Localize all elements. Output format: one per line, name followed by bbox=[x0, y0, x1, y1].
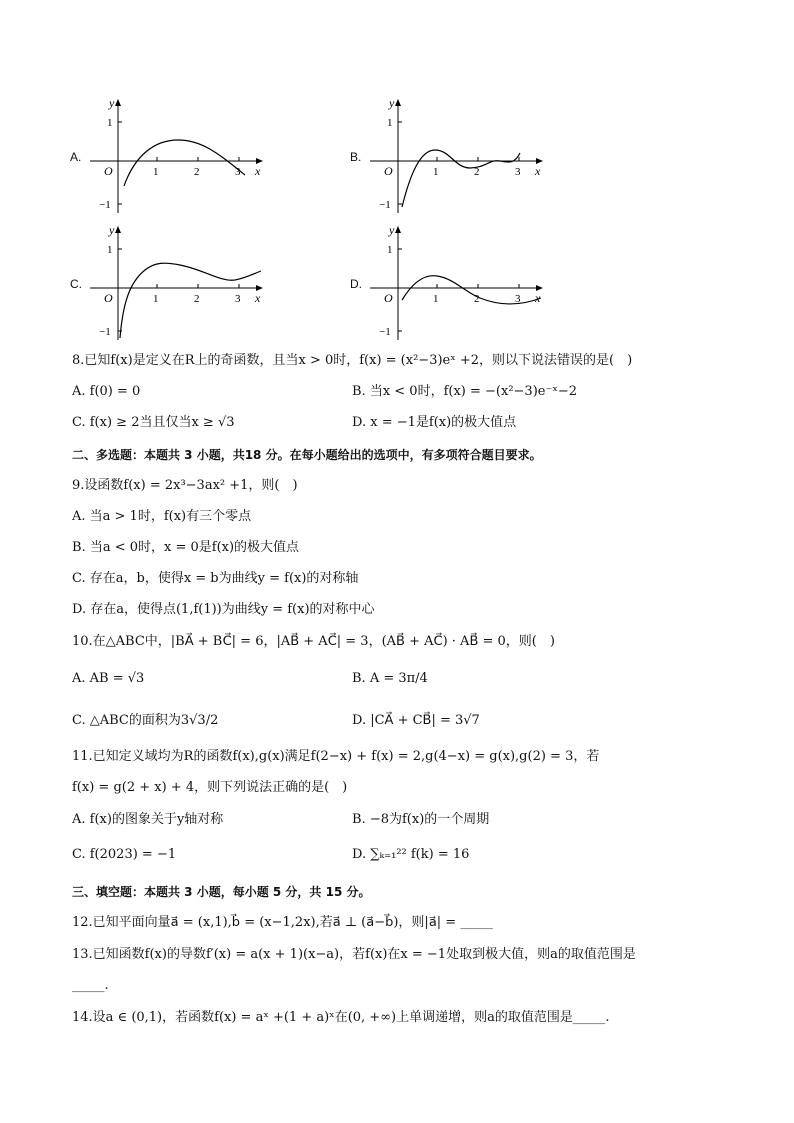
section-2-heading: 二、多选题：本题共 3 小题，共18 分。在每小题给出的选项中，有多项符合题目要求。 bbox=[72, 448, 542, 462]
svg-text:O: O bbox=[384, 291, 393, 305]
q11-option-a: A. f(x)的图象关于y轴对称 bbox=[72, 812, 224, 827]
y-tick-1: 1 bbox=[107, 117, 113, 129]
svg-text:y: y bbox=[389, 223, 395, 237]
question-11-stem-line-2: f(x) = g(2 + x) + 4，则下列说法正确的是( ) bbox=[72, 780, 348, 795]
q9-option-a: A. 当a > 1时，f(x)有三个零点 bbox=[72, 509, 252, 524]
x-tick: 1 bbox=[153, 166, 159, 178]
function-graph-a bbox=[85, 95, 285, 215]
q10-option-c: C. △ABC的面积为3√3/2 bbox=[72, 713, 219, 728]
function-graph-c bbox=[85, 222, 285, 342]
svg-text:−1: −1 bbox=[379, 326, 391, 338]
svg-text:O: O bbox=[104, 291, 113, 305]
q8-option-d: D. x = −1是f(x)的极大值点 bbox=[352, 415, 517, 430]
option-letter: C. bbox=[70, 277, 82, 291]
q10-option-a: A. AB = √3 bbox=[72, 671, 145, 686]
question-8-stem: 8.已知f(x)是定义在R上的奇函数，且当x > 0时，f(x) = (x²−3)eˣ +2，则以下说法错误的是( ) bbox=[72, 353, 633, 368]
svg-text:1: 1 bbox=[107, 244, 113, 256]
svg-text:O: O bbox=[384, 164, 393, 178]
question-14: 14.设a ∈ (0,1)，若函数f(x) = aˣ +(1 + a)ˣ在(0, +∞)上单调递增，则a的取值范围是_____. bbox=[72, 1010, 610, 1025]
svg-text:x: x bbox=[535, 164, 541, 178]
curve bbox=[124, 140, 245, 186]
option-letter: B. bbox=[350, 150, 362, 164]
svg-text:1: 1 bbox=[387, 244, 393, 256]
x-axis-label: x bbox=[255, 164, 261, 178]
q10-option-b: B. A = 3π/4 bbox=[352, 671, 428, 686]
q10-option-d: D. |CA⃗ + CB⃗| = 3√7 bbox=[352, 713, 480, 728]
question-9-stem: 9.设函数f(x) = 2x³−3ax² +1，则( ) bbox=[72, 478, 298, 493]
option-letter: A. bbox=[70, 150, 82, 164]
question-11-stem-line-1: 11.已知定义域均为R的函数f(x),g(x)满足f(2−x) + f(x) = 2,g(4−x) = g(x),g(2) = 3，若 bbox=[72, 749, 600, 764]
q11-option-c: C. f(2023) = −1 bbox=[72, 847, 177, 862]
section-3-heading: 三、填空题：本题共 3 小题，每小题 5 分，共 15 分。 bbox=[72, 885, 371, 899]
q8-option-b: B. 当x < 0时，f(x) = −(x²−3)e⁻ˣ−2 bbox=[352, 384, 577, 399]
svg-text:3: 3 bbox=[515, 166, 521, 178]
svg-text:1: 1 bbox=[387, 117, 393, 129]
q9-option-c: C. 存在a，b，使得x = b为曲线y = f(x)的对称轴 bbox=[72, 571, 359, 586]
svg-text:−1: −1 bbox=[99, 326, 111, 338]
origin-label: O bbox=[104, 164, 113, 178]
svg-text:2: 2 bbox=[474, 166, 480, 178]
function-graph-d bbox=[365, 222, 565, 342]
x-tick: 2 bbox=[194, 166, 200, 178]
svg-text:−1: −1 bbox=[379, 199, 391, 211]
q8-option-c: C. f(x) ≥ 2当且仅当x ≥ √3 bbox=[72, 415, 235, 430]
q8-option-a: A. f(0) = 0 bbox=[72, 384, 141, 399]
svg-text:1: 1 bbox=[433, 166, 439, 178]
svg-text:2: 2 bbox=[194, 293, 200, 305]
q9-option-d: D. 存在a，使得点(1,f(1))为曲线y = f(x)的对称中心 bbox=[72, 602, 375, 617]
question-13-line-1: 13.已知函数f(x)的导数f′(x) = a(x + 1)(x−a)，若f(x)在x = −1处取到极大值，则a的取值范围是 bbox=[72, 947, 636, 962]
svg-text:y: y bbox=[109, 223, 115, 237]
q11-option-d: D. ∑ₖ₌₁²² f(k) = 16 bbox=[352, 847, 470, 862]
svg-text:3: 3 bbox=[515, 293, 521, 305]
question-10-stem: 10.在△ABC中，|BA⃗ + BC⃗| = 6，|AB⃗ + AC⃗| = 3，(AB⃗ + AC⃗) · AB⃗ = 0，则( ) bbox=[72, 634, 555, 649]
svg-text:y: y bbox=[389, 96, 395, 110]
y-axis-arrow bbox=[115, 99, 121, 106]
svg-text:x: x bbox=[535, 291, 541, 305]
svg-text:x: x bbox=[255, 291, 261, 305]
function-graph-b bbox=[365, 95, 565, 215]
question-12: 12.已知平面向量a⃗ = (x,1),b⃗ = (x−1,2x),若a⃗ ⊥ (a⃗−b⃗)，则|a⃗| = _____ bbox=[72, 915, 493, 930]
svg-text:1: 1 bbox=[153, 293, 159, 305]
svg-text:1: 1 bbox=[433, 293, 439, 305]
option-letter: D. bbox=[350, 277, 362, 291]
y-axis-label: y bbox=[109, 96, 115, 110]
y-tick-minus-1: −1 bbox=[99, 199, 111, 211]
question-13-line-2: _____. bbox=[72, 978, 109, 993]
curve bbox=[402, 150, 520, 207]
svg-text:2: 2 bbox=[474, 293, 480, 305]
q11-option-b: B. −8为f(x)的一个周期 bbox=[352, 812, 490, 827]
x-tick: 3 bbox=[235, 166, 241, 178]
svg-text:3: 3 bbox=[235, 293, 241, 305]
q9-option-b: B. 当a < 0时，x = 0是f(x)的极大值点 bbox=[72, 540, 300, 555]
